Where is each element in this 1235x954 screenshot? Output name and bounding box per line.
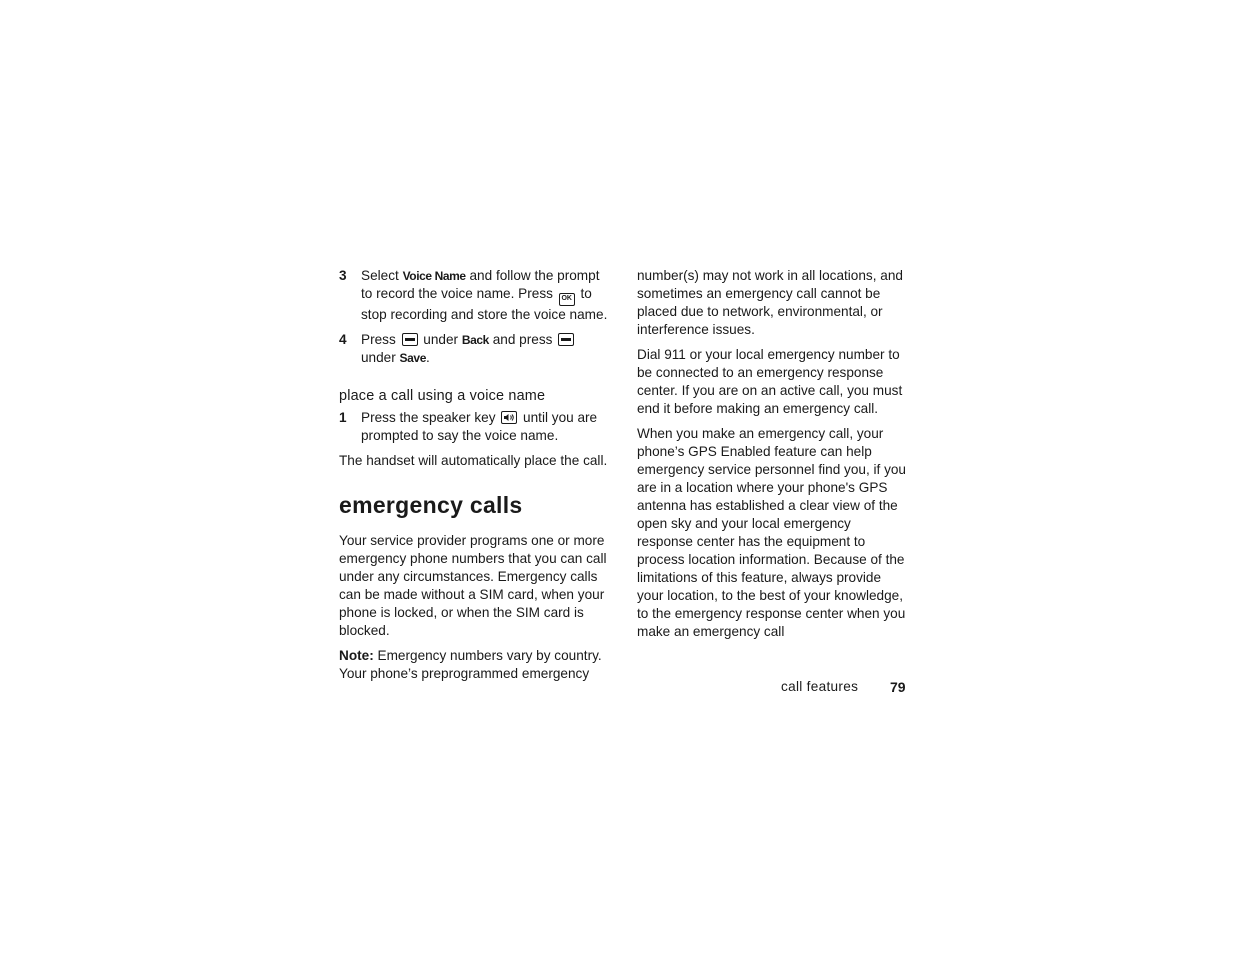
page-number: 79 [890,679,906,695]
footer-section-label: call features [781,679,859,694]
step-text-part: under [419,332,462,347]
emergency-paragraph-3: When you make an emergency call, your phone’s GPS Enabled feature can help emergency service personnel find you, if you are in a location where your phone's GPS antenna has established a clear view of the open sky and your local emergency response center has the equipment to process location information. Because of the limitations of this feature, always provide your location, to the best of your knowledge, to the emergency response center when you make an emergency call [637,426,906,639]
step-text [361,331,611,367]
soft-key-icon [402,333,418,346]
note-label: Note: [339,648,374,663]
step-number: 4 [339,332,347,347]
step-text-part: . [425,350,430,365]
right-column [637,267,909,648]
step-text-part: until you are prompted to say the voice name. [361,410,598,443]
step-text-part: to stop recording and store the voice name. [361,286,608,322]
step-4 [339,331,611,367]
step-text-part: Press [361,332,400,347]
step-1 [339,409,611,445]
step-text-part: Select [361,268,403,283]
handset-paragraph: The handset will automatically place the call. [339,453,608,468]
step-number: 3 [339,268,347,283]
step-text-part: and follow the prompt to record the voice name. Press [361,268,600,301]
step-text-part: and press [488,332,557,347]
step-text [361,409,611,445]
step-text [361,267,611,324]
soft-key-icon [558,333,574,346]
step-number: 1 [339,410,347,425]
section-title: emergency calls [339,492,523,518]
step-text-part: under [361,350,400,365]
ok-key-icon: OK [559,293,575,306]
note-text: Emergency numbers vary by country. Your phone’s preprogrammed emergency [339,648,602,681]
note-paragraph [339,647,611,683]
emergency-paragraph-1: number(s) may not work in all locations, and sometimes an emergency call cannot be placed due to network, environmental, or interference issues. [637,268,903,337]
save-term: Save [399,351,426,365]
left-column [339,267,611,690]
step-3 [339,267,611,324]
emergency-paragraph-2: Dial 911 or your local emergency number to be connected to an emergency response center. If you are on an active call, you must end it before making an emergency call. [637,347,903,416]
intro-paragraph: Your service provider programs one or more emergency phone numbers that you can call under any circumstances. Emergency calls can be made without a SIM card, when your phone is locked, or when the SIM card is blocked. [339,533,607,638]
step-text-part: Press the speaker key [361,410,500,425]
subheading: place a call using a voice name [339,388,546,404]
voice-name-term: Voice Name [402,269,466,283]
speaker-key-icon [501,411,517,424]
back-term: Back [461,333,489,347]
